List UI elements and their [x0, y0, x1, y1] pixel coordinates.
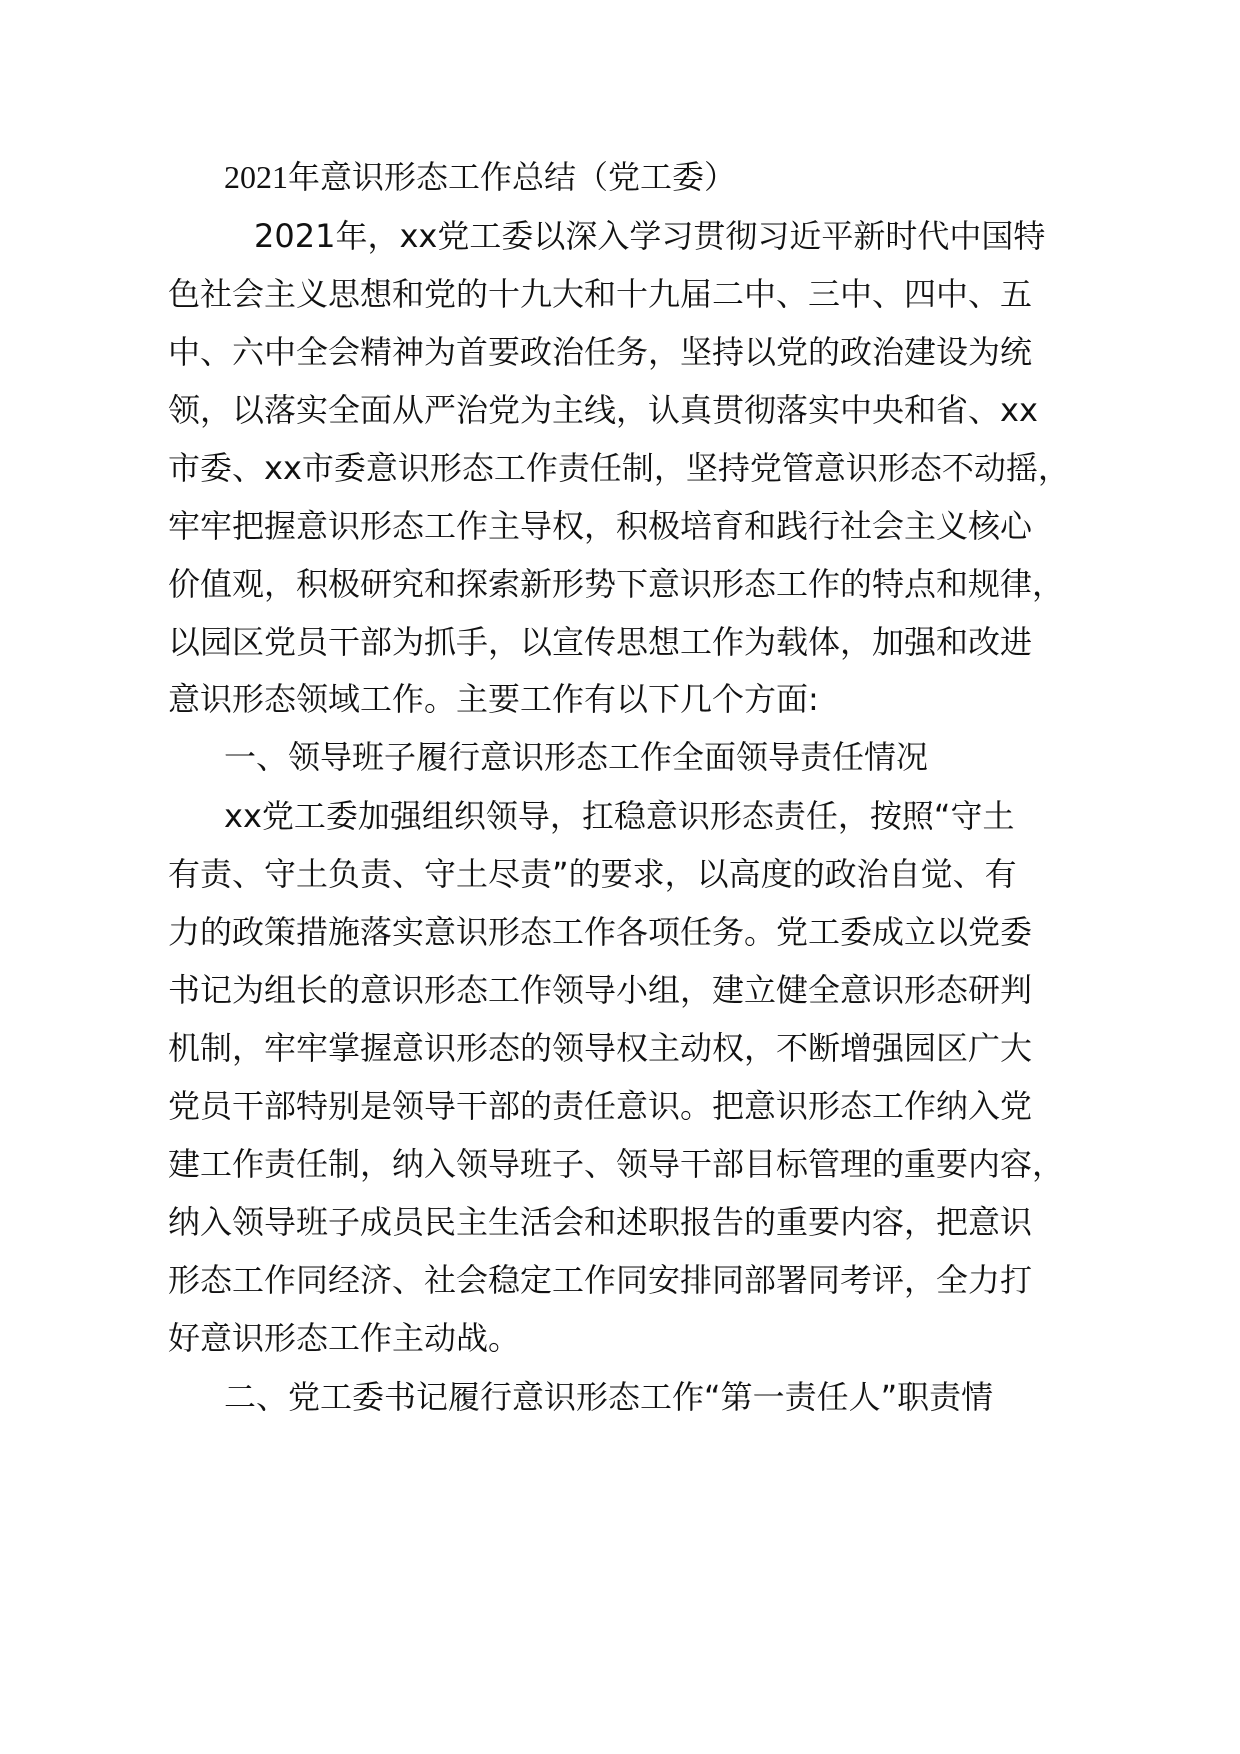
section-heading: 二、党工委书记履行意识形态工作“第一责任人”职责情 [224, 1378, 994, 1416]
paragraph-line: 党员干部特别是领导干部的责任意识。把意识形态工作纳入党 [168, 1087, 1033, 1125]
paragraph-line: 机制，牢牢掌握意识形态的领导权主动权，不断增强园区广大 [168, 1029, 1033, 1067]
paragraph-line: 形态工作同经济、社会稳定工作同安排同部署同考评，全力打 [168, 1261, 1033, 1299]
paragraph-line: 2021年，xx党工委以深入学习贯彻习近平新时代中国特 [254, 217, 1046, 255]
document-title: 2021年意识形态工作总结（党工委） [224, 159, 737, 195]
paragraph-line: 市委、xx市委意识形态工作责任制，坚持党管意识形态不动摇， [168, 449, 1070, 487]
paragraph-line: 色社会主义思想和党的十九大和十九届二中、三中、四中、五 [168, 275, 1033, 313]
paragraph-line: 纳入领导班子成员民主生活会和述职报告的重要内容，把意识 [168, 1203, 1033, 1241]
paragraph-line: 中、六中全会精神为首要政治任务，坚持以党的政治建设为统 [168, 333, 1033, 371]
paragraph-line: 价值观，积极研究和探索新形势下意识形态工作的特点和规律， [168, 565, 1065, 603]
section-heading: 一、领导班子履行意识形态工作全面领导责任情况 [224, 738, 929, 776]
paragraph-line: 领，以落实全面从严治党为主线，认真贯彻落实中央和省、xx [168, 391, 1038, 429]
paragraph-line: 牢牢把握意识形态工作主导权，积极培育和践行社会主义核心 [168, 507, 1033, 545]
paragraph-line: 力的政策措施落实意识形态工作各项任务。党工委成立以党委 [168, 913, 1033, 951]
paragraph-line: 建工作责任制，纳入领导班子、领导干部目标管理的重要内容， [168, 1145, 1065, 1183]
paragraph-line: 好意识形态工作主动战。 [168, 1319, 521, 1357]
paragraph-line: 以园区党员干部为抓手，以宣传思想工作为载体，加强和改进 [168, 623, 1033, 661]
paragraph-line: 有责、守土负责、守土尽责”的要求，以高度的政治自觉、有 [168, 855, 1017, 893]
paragraph-line: xx党工委加强组织领导，扛稳意识形态责任，按照“守土 [224, 797, 1015, 835]
paragraph-line: 意识形态领域工作。主要工作有以下几个方面: [168, 680, 819, 718]
paragraph-line: 书记为组长的意识形态工作领导小组，建立健全意识形态研判 [168, 971, 1033, 1009]
